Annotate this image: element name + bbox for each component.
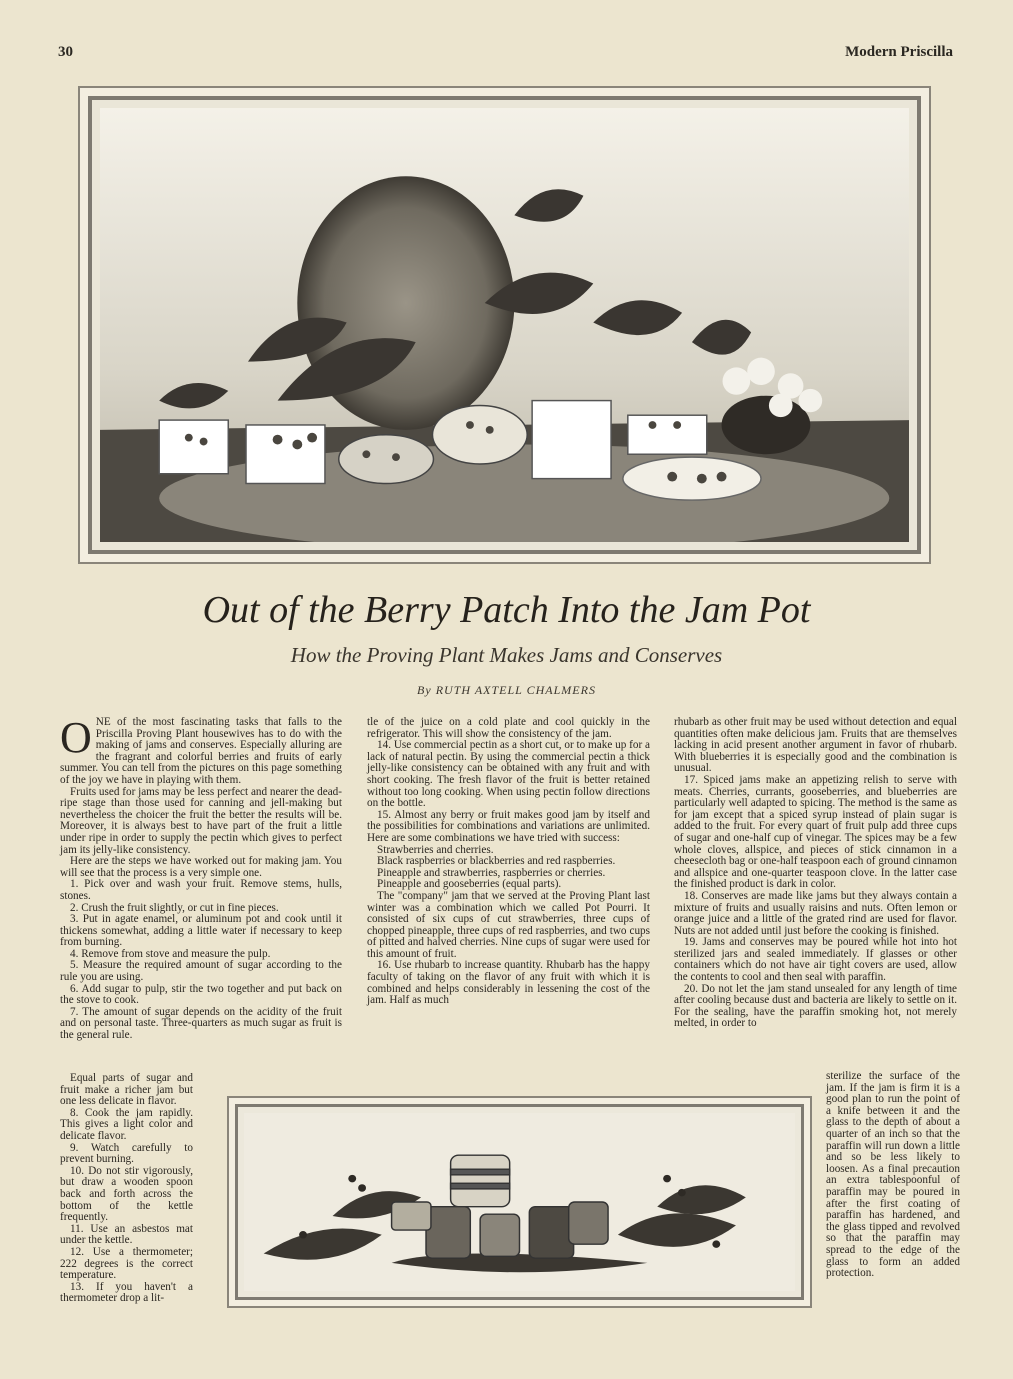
paragraph: Here are the steps we have worked out for making jam. You will see that the process is a very simple one. bbox=[60, 855, 342, 879]
column-2 bbox=[367, 717, 650, 1007]
step-item: 11. Use an asbestos mat under the kettle. bbox=[60, 1222, 193, 1247]
step-item: 20. Do not let the jam stand unsealed for any length of time after cooling because dust and bacteria are likely to settle on it. For the sealing, have the paraffin smoking hot, not merely melted, in order to bbox=[674, 982, 957, 1030]
jam-jars-image bbox=[244, 1113, 795, 1291]
column-1-narrow bbox=[60, 1073, 193, 1305]
article-title: Out of the Berry Patch Into the Jam Pot bbox=[202, 589, 811, 631]
berry-photo bbox=[78, 86, 931, 564]
step-item: 2. Crush the fruit slightly, or cut in fine pieces. bbox=[70, 901, 279, 914]
combination-item: Black raspberries or blackberries and red raspberries. bbox=[377, 855, 616, 868]
step-item: 14. Use commercial pectin as a short cut, or to make up for a lack of natural pectin. By using the commercial pectin a thick jelly-like consistency can be obtained with any fruit and with short cooking. The fresh flavor of the fruit is better retained without too long cooking. When using pectin follow directions on the bottle. bbox=[367, 739, 650, 810]
paragraph: The "company" jam that we served at the Proving Plant last winter was a combination which we called Pot Pourri. It consisted of six cups of cut strawberries, three cups of chopped pineapple, three cups of red raspberries, and two cups of pitted and halved cherries. Nine cups of sugar were used for this amount of fruit. bbox=[367, 889, 650, 960]
column-3-narrow bbox=[826, 1071, 960, 1280]
paragraph: Fruits used for jams may be less perfect and nearer the dead-ripe stage than those used for canning and jell-making but nevertheless the choicer the fruit the better the results will be. Moreover, it is always best to have part of the fruit a little under ripe in order to supply the pectin which gives to perfect jam its jelly-like consistency. bbox=[60, 785, 342, 856]
step-item: 5. Measure the required amount of sugar according to the rule you are using. bbox=[60, 959, 342, 984]
paragraph: Equal parts of sugar and fruit make a richer jam but one less delicate in flavor. bbox=[60, 1072, 193, 1108]
paragraph: rhubarb as other fruit may be used without detection and equal quantities often make delicious jam. Fruits that are themselves lacking in acid present another argument in favor of rhubarb. With blueberries it is especially good and the combination is unusual. bbox=[674, 716, 957, 775]
paragraph: sterilize the surface of the jam. If the jam is firm it is a good plan to run the point of a knife between it and the glass to the depth of about a quarter of an inch so that the paraffin will run down a little and so be less likely to loosen. As a final precaution an extra tablespoonful of paraffin may be poured in after the first coating of paraffin has hardened, and the glass tipped and revolved so that the paraffin may spread to the edge of the glass to form an added protection. bbox=[826, 1070, 960, 1280]
step-item: 1. Pick over and wash your fruit. Remove stems, hulls, stones. bbox=[60, 878, 342, 902]
column-3 bbox=[674, 717, 957, 1030]
step-item: 18. Conserves are made like jams but they always contain a mixture of fruits and usually raisins and nuts. Often lemon or orange juice and a little of the grated rind are used for flavor. Nuts are not added until just before the cooking is finished. bbox=[674, 889, 957, 937]
magazine-title: Modern Priscilla bbox=[845, 44, 953, 60]
article-byline: By RUTH AXTELL CHALMERS bbox=[417, 683, 596, 697]
combination-item: Strawberries and cherries. bbox=[377, 843, 494, 856]
step-item: 6. Add sugar to pulp, stir the two together and put back on the stove to cook. bbox=[60, 982, 342, 1007]
step-item: 12. Use a thermometer; 222 degrees is the correct temperature. bbox=[60, 1245, 193, 1282]
step-item: 10. Do not stir vigorously, but draw a wooden spoon back and forth across the bottom of the kettle frequently. bbox=[60, 1164, 193, 1224]
step-item: 16. Use rhubarb to increase quantity. Rhubarb has the happy faculty of taking on the flavor of any fruit with which it is combined and helps considerably in lessening the cost of the jam. Half as much bbox=[367, 959, 650, 1007]
step-item: 3. Put in agate enamel, or aluminum pot and cook until it thickens somewhat, adding a little water if necessary to keep from burning. bbox=[60, 913, 342, 949]
step-item: 9. Watch carefully to prevent burning. bbox=[60, 1141, 193, 1166]
article-subtitle: How the Proving Plant Makes Jams and Conserves bbox=[290, 643, 723, 667]
combination-item: Pineapple and gooseberries (equal parts). bbox=[377, 878, 562, 891]
step-item: 17. Spiced jams make an appetizing relish to serve with meats. Cherries, currants, gooseberries, and blueberries are particularly well adapted to spicing. The method is the same as for jam except that a spiced syrup instead of plain sugar is added to the fruit. For every quart of fruit pulp add three cups of sugar and one-half cup of vinegar. The spices may be a few whole cloves, allspice, and pieces of stick cinnamon in a cheesecloth bag or one-half teaspoon each of ground cinnamon and allspice and one-quarter teaspoon clove. In the latter case the finished product is dark in color. bbox=[674, 773, 957, 891]
intro-paragraph: ONE of the most fascinating tasks that falls to the Priscilla Proving Plant housewives has to do with the making of jams and conserves. Especially alluring are the fragrant and colorful berries and fruits of early summer. You can tell from the pictures on this page something of the joy we have in playing with them. bbox=[60, 713, 342, 786]
step-item: 8. Cook the jam rapidly. This gives a light color and delicate flavor. bbox=[60, 1106, 193, 1142]
paragraph: tle of the juice on a cold plate and cool quickly in the refrigerator. This will show the consistency of the jam. bbox=[367, 716, 650, 740]
step-item: 19. Jams and conserves may be poured while hot into hot sterilized jars and sealed immediately. If glasses or other containers which do not have air tight covers are used, allow the contents to cool and then seal with paraffin. bbox=[674, 936, 957, 984]
step-item: 15. Almost any berry or fruit makes good jam by itself and the possibilities for combinations and variations are unlimited. Here are some combinations we have tried with success: bbox=[367, 808, 650, 844]
berry-still-life-image bbox=[100, 108, 909, 542]
drop-cap: O bbox=[60, 713, 92, 762]
step-item: 4. Remove from stove and measure the pulp. bbox=[70, 947, 271, 960]
column-1 bbox=[60, 713, 342, 1042]
combination-item: Pineapple and strawberries, raspberries or cherries. bbox=[377, 866, 606, 879]
page-number: 30 bbox=[58, 44, 73, 60]
jam-jars-photo bbox=[227, 1096, 812, 1308]
step-item: 7. The amount of sugar depends on the acidity of the fruit and on personal taste. Three-quarters as much sugar as fruit is the general rule. bbox=[60, 1005, 342, 1042]
step-item: 13. If you haven't a thermometer drop a lit- bbox=[60, 1280, 193, 1305]
